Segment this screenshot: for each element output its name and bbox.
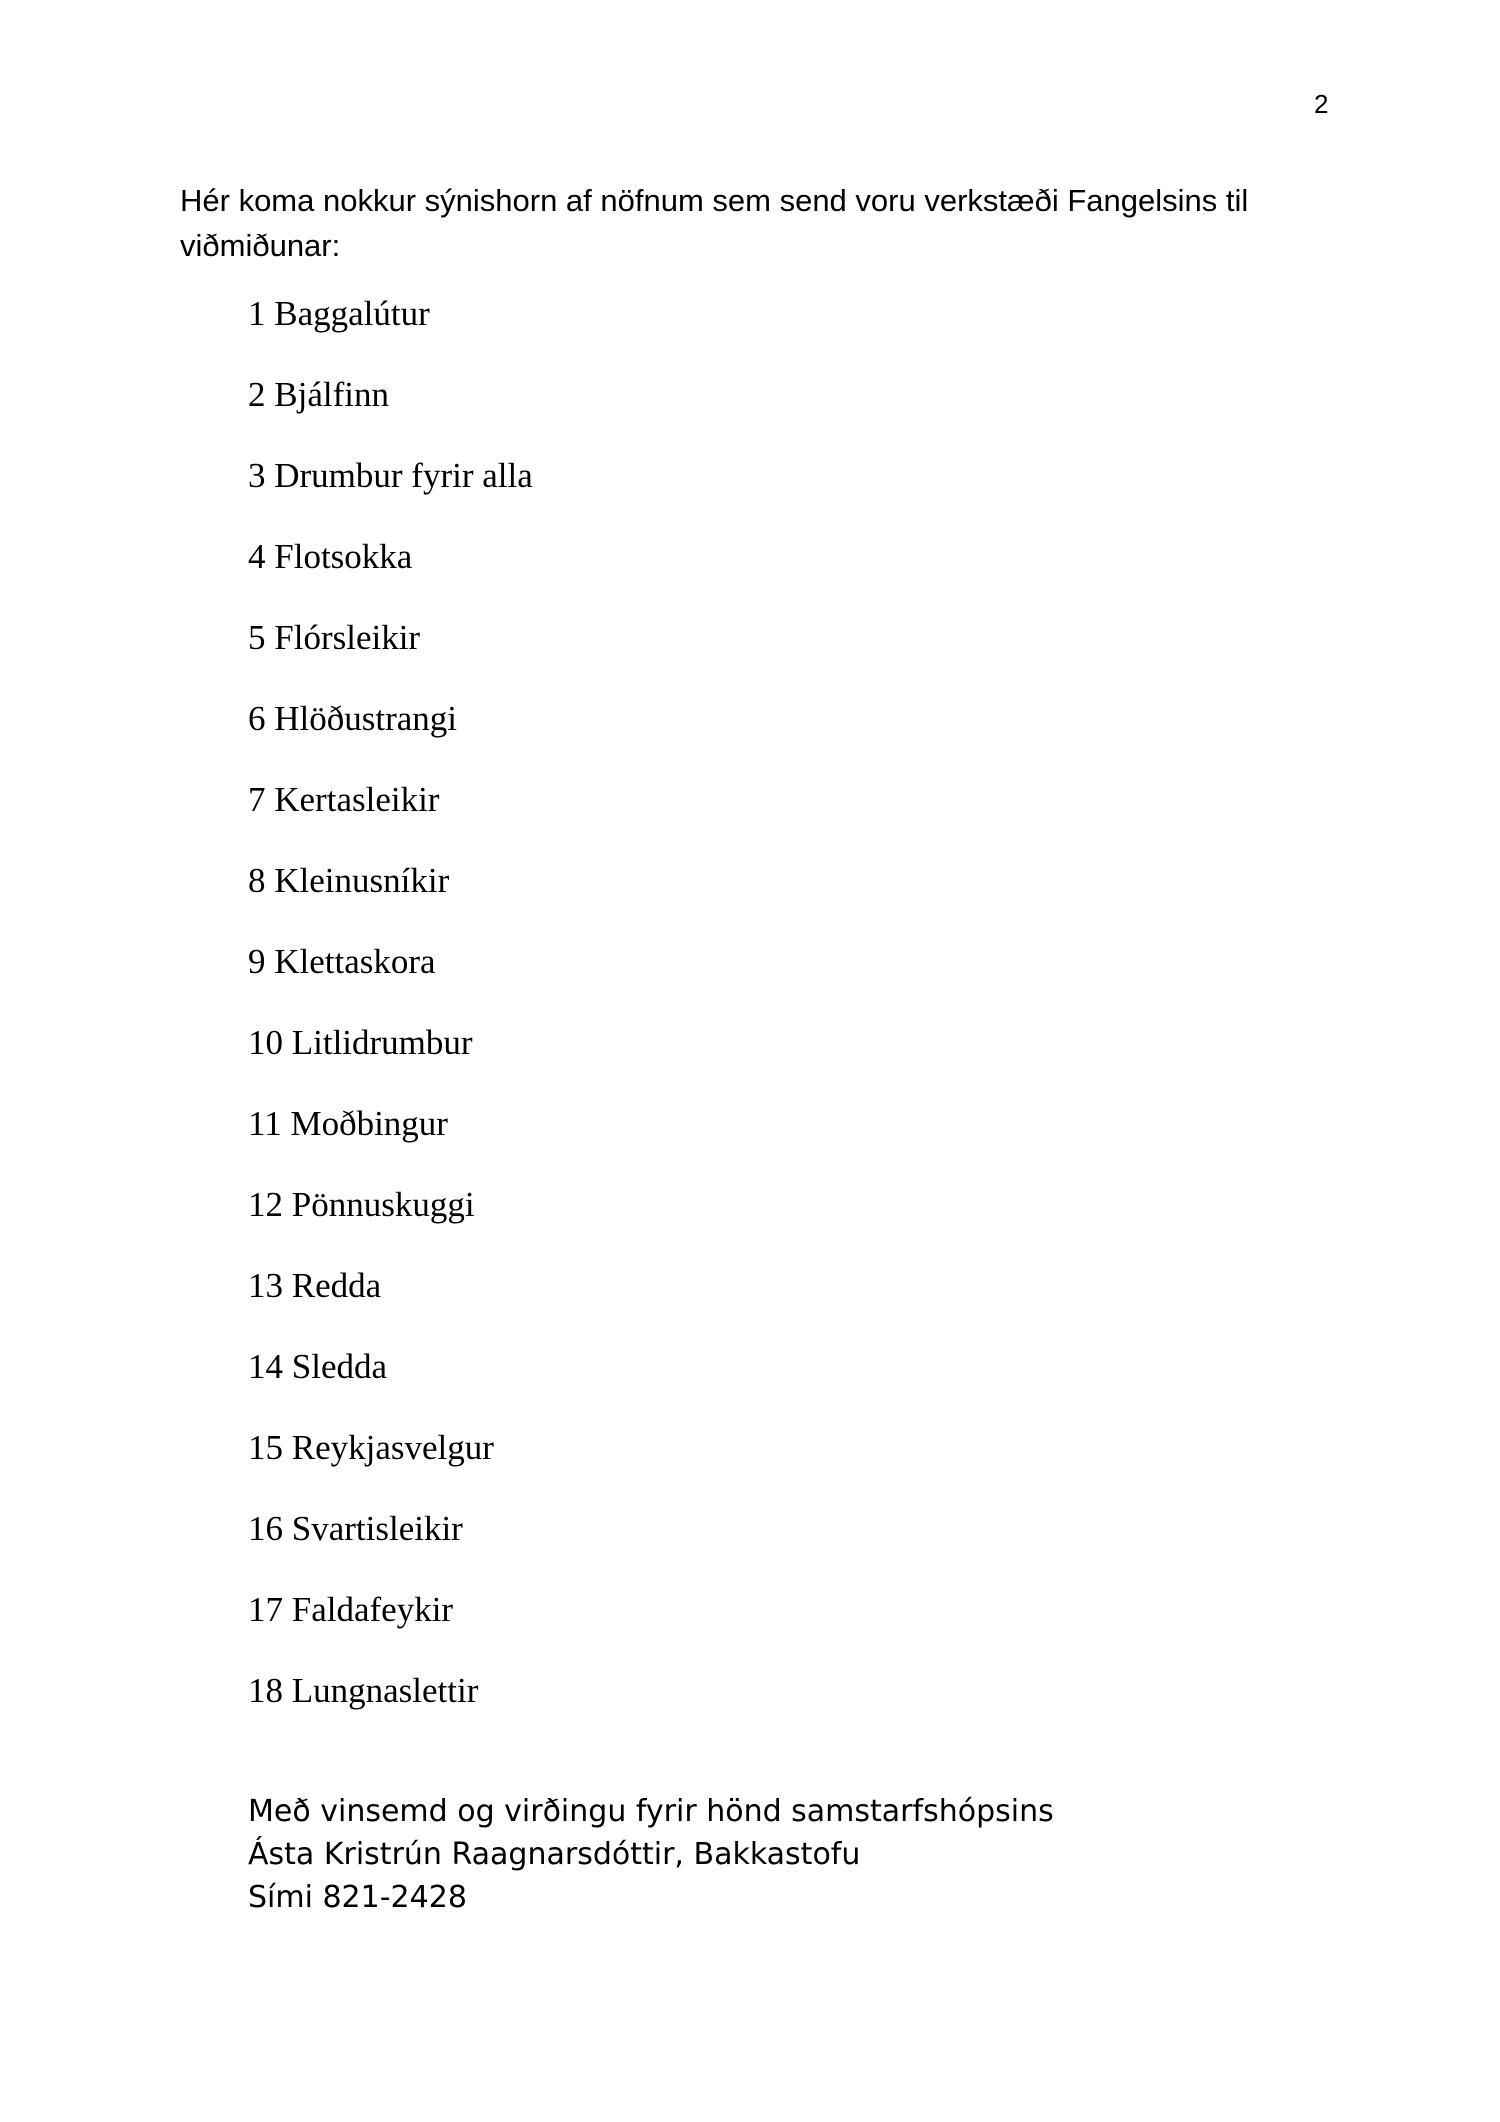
list-item: 14 Sledda: [248, 1347, 388, 1386]
list-item: 11 Moðbingur: [248, 1104, 448, 1143]
list-item: 13 Redda: [248, 1266, 382, 1305]
list-item: 16 Svartisleikir: [248, 1509, 463, 1548]
list-item: 5 Flórsleikir: [248, 618, 421, 657]
list-item: 17 Faldafeykir: [248, 1590, 454, 1629]
list-item: 4 Flotsokka: [248, 537, 413, 576]
closing-block: [248, 1790, 1054, 1919]
list-item: 10 Litlidrumbur: [248, 1023, 473, 1062]
list-item: 7 Kertasleikir: [248, 780, 440, 819]
list-item: 8 Kleinusníkir: [248, 861, 450, 900]
list-item: 12 Pönnuskuggi: [248, 1185, 475, 1224]
closing-greeting: Með vinsemd og virðingu fyrir hönd samstarfshópsins: [248, 1794, 1054, 1829]
list-item: 9 Klettaskora: [248, 942, 436, 981]
phone-number: Sími 821-2428: [248, 1880, 467, 1915]
list-item: 2 Bjálfinn: [248, 375, 389, 414]
list-item: 1 Baggalútur: [248, 294, 430, 333]
list-item: 15 Reykjasvelgur: [248, 1428, 494, 1467]
list-item: 18 Lungnaslettir: [248, 1671, 479, 1710]
list-item: 3 Drumbur fyrir alla: [248, 456, 533, 495]
intro-paragraph: Hér koma nokkur sýnishorn af nöfnum sem send voru verkstæði Fangelsins til viðmiðunar:: [180, 183, 1249, 263]
page-number: 2: [1314, 89, 1329, 119]
list-item: 6 Hlöðustrangi: [248, 699, 458, 738]
signature-name: Ásta Kristrún Raagnarsdóttir, Bakkastofu: [248, 1837, 861, 1872]
name-list: [248, 288, 533, 1746]
